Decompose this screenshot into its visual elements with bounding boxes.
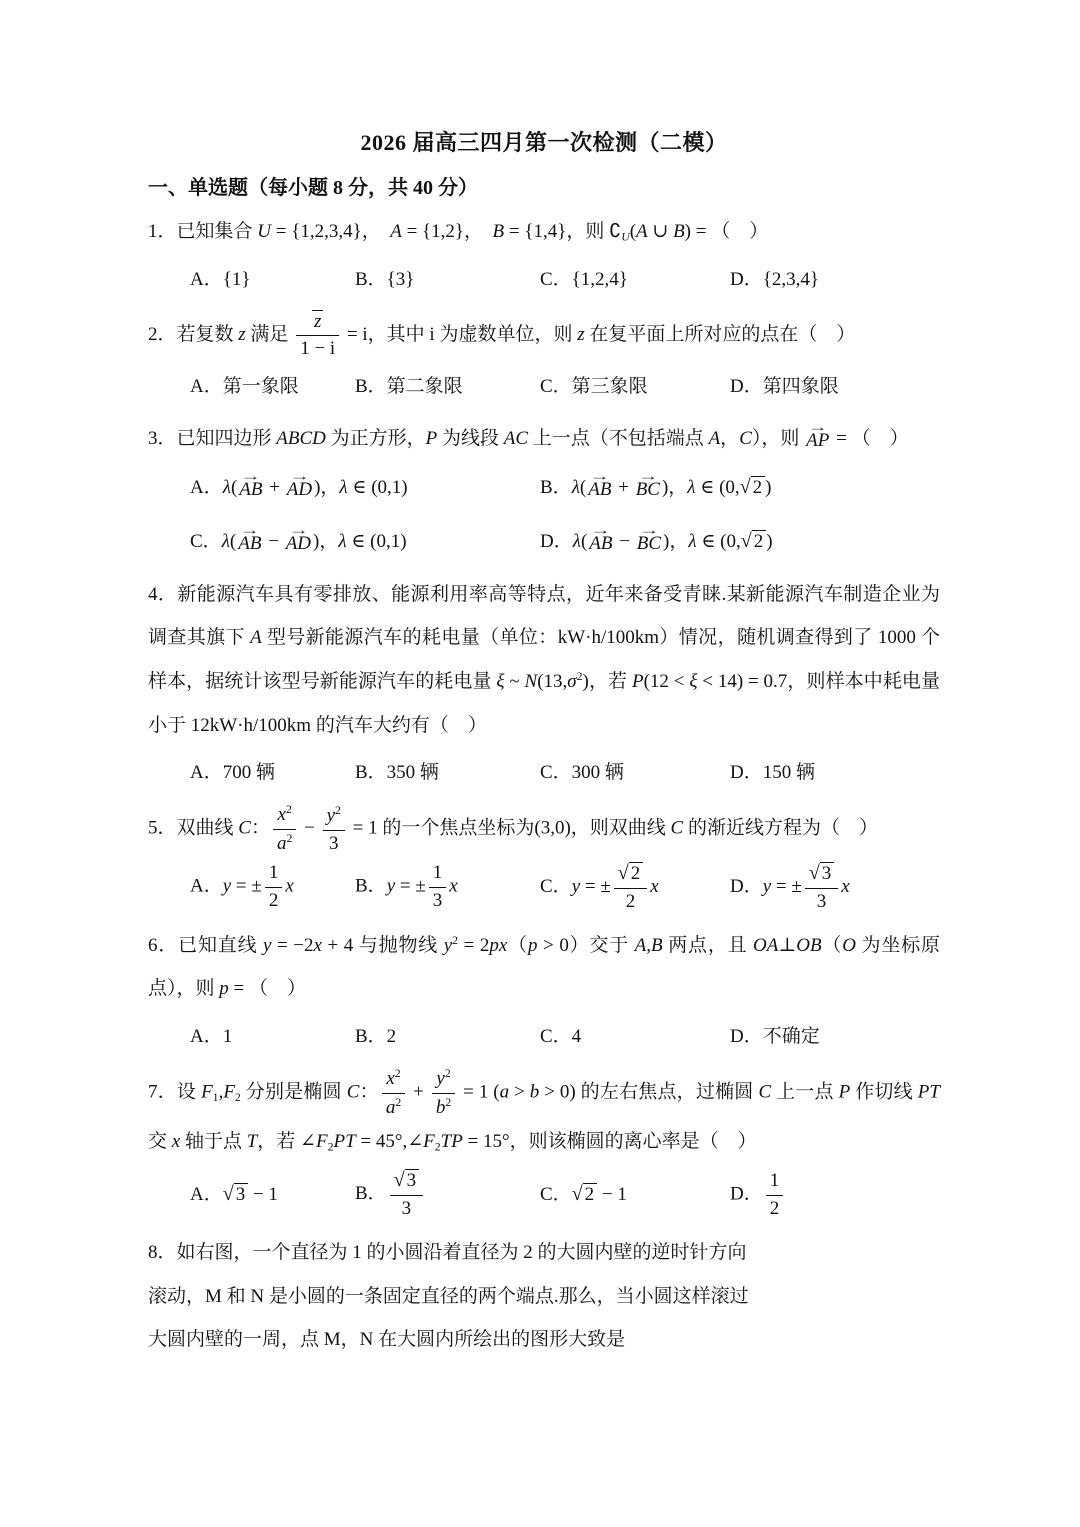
question-2-options: [148, 367, 940, 407]
question-4-option-c: C．300 辆: [540, 762, 624, 784]
question-6-option-b: B．2: [355, 1026, 397, 1047]
section-header: 一、单选题（每小题 8 分，共 40 分）: [148, 177, 478, 199]
question-8: [148, 1231, 940, 1362]
question-5-option-d: D．y = ± $\frac{√ 3}{3}$ x: [730, 861, 850, 912]
question-2-option-a: A．第一象限: [190, 376, 299, 398]
question-2-option-c: C．第三象限: [540, 376, 648, 398]
question-2-option-d: D．第四象限: [730, 376, 839, 398]
question-4-stem: 4．新能源汽车具有零排放、能源利用率高等特点，近年来备受青睐.某新能源汽车制造企业为调查其旗下 A 型号新能源汽车的耗电量（单位：kW·h/100km）情况，随机调查得到了 1000 个样本，据统计该型号新能源汽车的耗电量 ξ ~ $N(13,\sigma^2)$，若 P(12 < ξ < 14) = 0.7，则样本中耗电量小于 12kW·h/100km 的汽车大约有（ ）: [148, 583, 941, 736]
question-7-option-a: A．√ 3 − 1: [190, 1182, 278, 1205]
question-1-option-b: B．{3}: [355, 268, 415, 290]
question-5-options: [148, 862, 940, 914]
question-7: [148, 1067, 940, 1221]
question-4-option-a: A．700 辆: [190, 762, 275, 784]
question-7-option-b: B． $\frac{√ 3}{3}$: [355, 1169, 540, 1221]
question-5-option-c: C．y = ± $\frac{√ 2}{2}$ x: [540, 861, 659, 912]
question-3-option-b: B．λ( → AB + → BC )，λ ∈ (0,√ 2 ): [540, 468, 772, 500]
question-1: [148, 210, 940, 300]
question-7-option-c: C．√ 2 − 1: [540, 1182, 627, 1205]
question-1-option-a: A．{1}: [190, 268, 251, 290]
question-4-option-b: B．350 辆: [355, 762, 439, 784]
question-3: [148, 417, 940, 562]
question-4: [148, 573, 940, 794]
page-title: 2026 届高三四月第一次检测（二模）: [360, 130, 728, 155]
question-5-stem: 5．双曲线 C： $\frac{x^2}{a^2}$ − $\frac{y^2}{3}$ = 1 的一个焦点坐标为(3,0)，则双曲线 C 的渐近线方程为（ ）: [148, 803, 878, 855]
question-1-option-d: D．{2,3,4}: [730, 268, 819, 290]
question-3-option-d: D．λ( → AB − → BC )，λ ∈ (0,√ 2 ): [540, 522, 773, 554]
question-2: [148, 310, 940, 407]
question-6: [148, 924, 940, 1057]
question-7-stem: 7．设 F1,F2 分别是椭圆 C： $\frac{x^2}{a^2}$ + $\frac{y^2}{b^2}$ = 1 (a > b > 0) 的左右焦点，过椭圆 C 上一点 P 作切线 PT 交 x 轴于点 T，若 ∠F2PT = 45°,∠F2TP = 15°，则该椭圆的离心率是（ ）: [148, 1066, 940, 1153]
question-5-option-b: B．y = ± $\frac{1}{3}$ x: [355, 862, 458, 912]
question-6-option-c: C．4: [540, 1026, 582, 1047]
question-5: [148, 803, 940, 913]
question-4-option-d: D．150 辆: [730, 762, 815, 784]
question-6-stem: 6．已知直线 y = −2x + 4 与抛物线 $y^2 = 2px(p > 0)$交于 A,B 两点，且 OA⊥OB（O 为坐标原点），则 p = （ ）: [148, 933, 940, 1000]
question-5-option-a: A．y = ± $\frac{1}{2}$ x: [190, 862, 294, 912]
question-6-option-a: A．1: [190, 1026, 233, 1047]
question-6-options: [148, 1017, 940, 1057]
question-2-stem: 2．若复数 z 满足 $\frac{z}{1 - i}$ = i，其中 i 为虚数单位，则 z 在复平面上所对应的点在（ ）: [148, 310, 856, 360]
question-3-option-c: C．λ( → AB − → AD )，λ ∈ (0,1): [190, 522, 407, 554]
question-3-option-a: A．λ( → AB + → AD )，λ ∈ (0,1): [190, 468, 408, 500]
question-7-options: [148, 1169, 940, 1221]
question-1-options: [148, 260, 940, 300]
question-3-stem: 3．已知四边形 ABCD 为正方形，P 为线段 AC 上一点（不包括端点 A，C），则 → AP = （ ）: [148, 420, 909, 452]
question-4-options: [148, 753, 940, 793]
question-1-option-c: C．{1,2,4}: [540, 268, 628, 290]
question-8-stem: 8．如右图，一个直径为 1 的小圆沿着直径为 2 的大圆内壁的逆时针方向滚动，M 和 N 是小圆的一条固定直径的两个端点.那么，当小圆这样滚过大圆内壁的一周，点 M，N 在大圆内所绘出的图形大致是: [148, 1242, 749, 1351]
question-7-option-d: D． $\frac{1}{2}$: [730, 1170, 940, 1221]
question-6-option-d: D．不确定: [730, 1026, 820, 1047]
question-1-stem: 1．已知集合 U = {1,2,3,4}， A = {1,2}， B = {1,4}，则 ∁U(A ∪ B) = （ ）: [148, 221, 769, 244]
question-2-option-b: B．第二象限: [355, 376, 463, 398]
question-3-options: [148, 467, 940, 563]
